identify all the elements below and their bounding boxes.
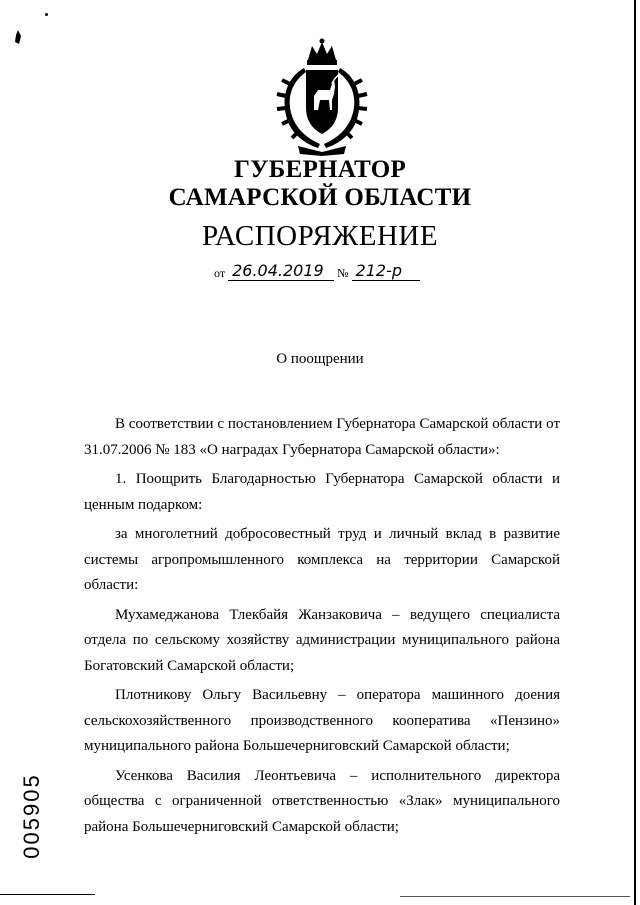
document-number: 212-р (352, 262, 420, 281)
document-subject: О поощрении (276, 351, 364, 367)
date-label: от (214, 266, 226, 280)
paragraph: Плотникову Ольгу Васильевну – оператора машинного доения сельскохозяйственного производственного кооператива «Пензино» муниципального района Большечерниговский Самарской области; (84, 687, 560, 754)
paragraph: Усенкова Василия Леонтьевича – исполнительного директора общества с ограниченной ответственностью «Злак» муниципального района Большечерниговский Самарской области; (84, 767, 560, 835)
date-number-line (214, 262, 420, 281)
paragraph: Мухамеджанова Тлекбайя Жанзаковича – ведущего специалиста отдела по сельскому хозяйству администрации муниципального района Богатовский Самарской области; (84, 606, 560, 674)
scan-line (400, 896, 630, 897)
document-body (84, 412, 560, 844)
scan-line (0, 894, 95, 895)
issuer-title: ГУБЕРНАТОР (233, 156, 407, 183)
scan-speck (45, 13, 48, 16)
coat-of-arms-emblem (268, 38, 376, 156)
side-serial-number: 005905 (19, 773, 44, 859)
document-type: РАСПОРЯЖЕНИЕ (201, 220, 439, 252)
paragraph: 1. Поощрить Благодарностью Губернатора Самарской области и ценным подарком: (84, 471, 560, 513)
number-label: № (337, 266, 349, 280)
scan-edge (634, 0, 636, 905)
document-date: 26.04.2019 (228, 262, 334, 281)
scan-mark (14, 30, 22, 44)
paragraph: В соответствии с постановлением Губернатора Самарской области от 31.07.2006 № 183 «О наградах Губернатора Самарской области»: (84, 416, 560, 458)
paragraph: за многолетний добросовестный труд и личный вклад в развитие системы агропромышленного комплекса на территории Самарской области: (84, 526, 560, 593)
issuer-region: САМАРСКОЙ ОБЛАСТИ (168, 184, 472, 211)
